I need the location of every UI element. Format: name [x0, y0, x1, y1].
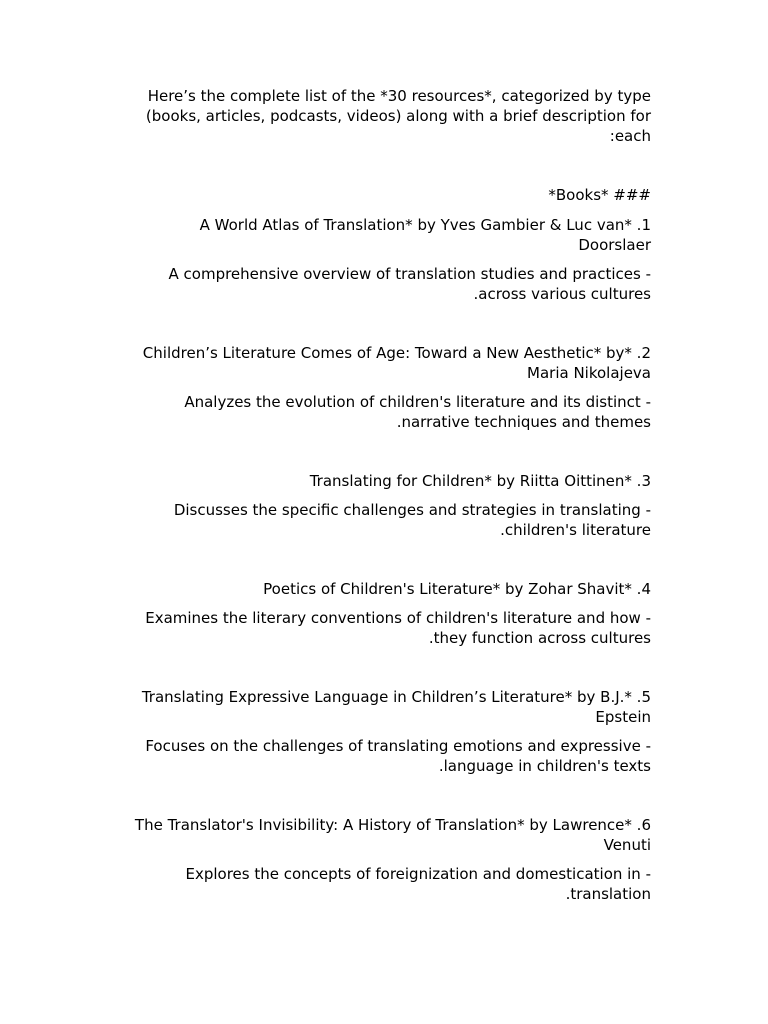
book-description-line: Examines the literary conventions of children's literature and how -: [145, 609, 651, 627]
intro-line: :each: [609, 127, 651, 145]
book-title-line: Translating for Children* by Riitta Oittinen* .3: [309, 472, 651, 490]
book-title-line: The Translator's Invisibility: A History of Translation* by Lawrence* .6: [134, 816, 651, 834]
book-title-line: Venuti: [603, 836, 651, 854]
book-entry-6: [110, 815, 651, 904]
book-description: [110, 500, 651, 540]
book-description-line: .across various cultures: [473, 285, 651, 303]
book-description-line: .they function across cultures: [428, 629, 651, 647]
book-title-line: Maria Nikolajeva: [527, 364, 651, 382]
book-description: [110, 864, 651, 904]
book-title-line: Translating Expressive Language in Children’s Literature* by B.J.* .5: [141, 688, 651, 706]
book-description: [110, 736, 651, 776]
book-title: [110, 815, 651, 855]
book-description-line: Analyzes the evolution of children's literature and its distinct -: [184, 393, 651, 411]
book-description-line: A comprehensive overview of translation studies and practices -: [168, 265, 651, 283]
book-title-line: Doorslaer: [578, 236, 651, 254]
book-description-line: .children's literature: [500, 521, 651, 539]
book-entry-1: [110, 215, 651, 304]
book-title: [110, 579, 651, 599]
book-description: [110, 608, 651, 648]
book-description-line: .language in children's texts: [438, 757, 651, 775]
book-entry-3: [110, 471, 651, 540]
intro-paragraph: [110, 86, 651, 146]
book-title-line: Poetics of Children's Literature* by Zohar Shavit* .4: [263, 580, 651, 598]
book-title: [110, 471, 651, 491]
book-title-line: A World Atlas of Translation* by Yves Gambier & Luc van* .1: [199, 216, 651, 234]
intro-line: (books, articles, podcasts, videos) along with a brief description for: [145, 107, 651, 125]
book-title: [110, 215, 651, 255]
book-title-line: Children’s Literature Comes of Age: Toward a New Aesthetic* by* .2: [142, 344, 651, 362]
book-entry-4: [110, 579, 651, 648]
book-title: [110, 343, 651, 383]
book-description-line: .narrative techniques and themes: [396, 413, 651, 431]
document-page: [110, 86, 651, 943]
book-title-line: Epstein: [595, 708, 651, 726]
book-description-line: .translation: [565, 885, 651, 903]
book-title: [110, 687, 651, 727]
book-entry-2: [110, 343, 651, 432]
book-description: [110, 392, 651, 432]
books-section-heading: *Books* ###: [548, 186, 651, 204]
intro-line: Here’s the complete list of the *30 resources*, categorized by type: [147, 87, 651, 105]
book-description-line: Focuses on the challenges of translating emotions and expressive -: [145, 737, 651, 755]
book-description-line: Explores the concepts of foreignization and domestication in -: [185, 865, 651, 883]
book-description: [110, 264, 651, 304]
book-entry-5: [110, 687, 651, 776]
book-description-line: Discusses the specific challenges and strategies in translating -: [173, 501, 651, 519]
